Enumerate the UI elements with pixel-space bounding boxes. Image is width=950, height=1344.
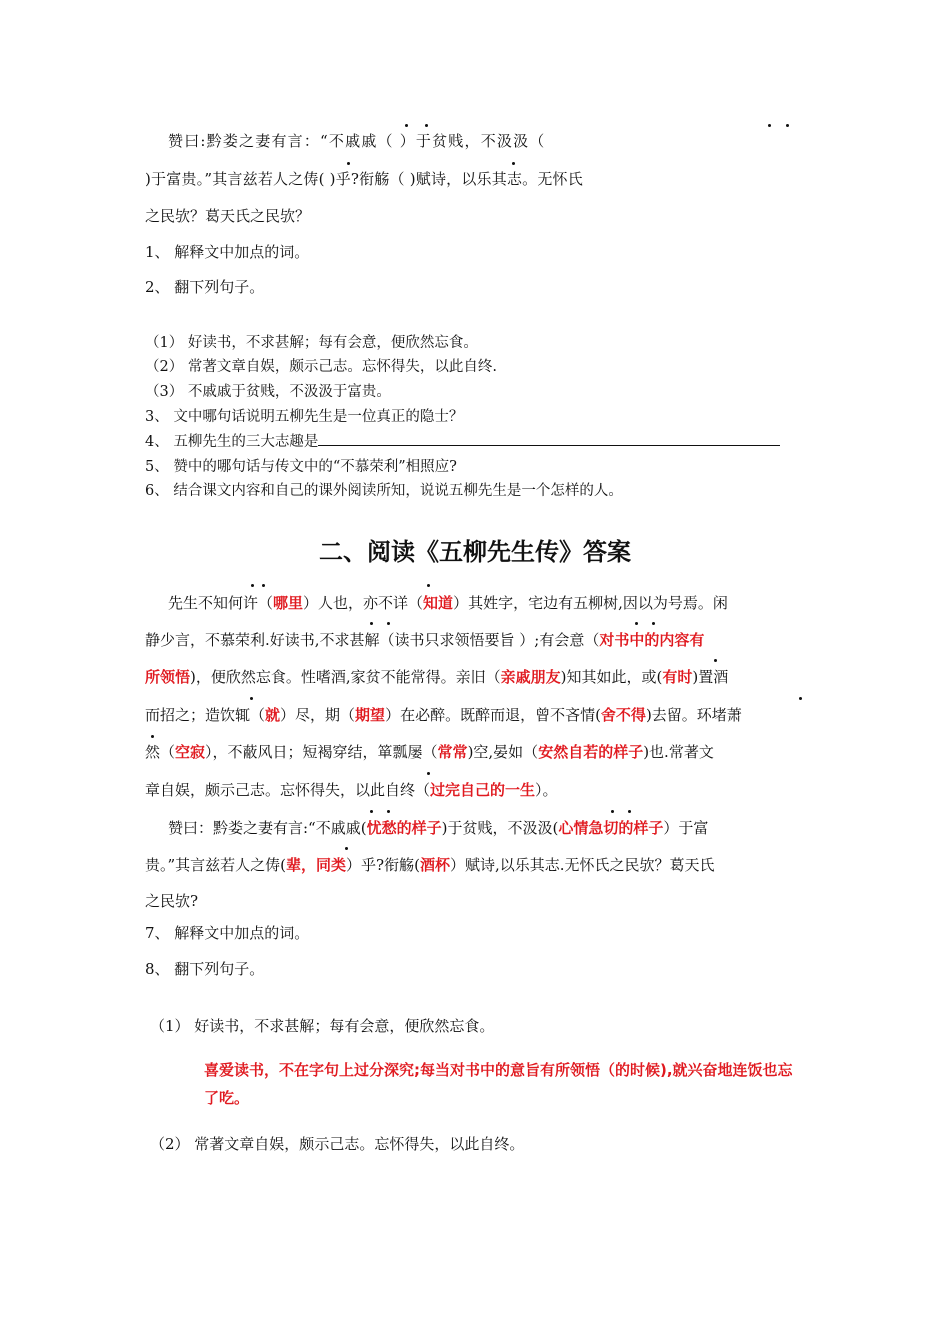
question-4: [145, 430, 780, 451]
emphasis-dot: [786, 124, 789, 127]
question-6: 6、 结合课文内容和自己的课外阅读所知，说说五柳先生是一个怎样的人。: [145, 483, 623, 499]
answer-sentence-1: （1） 好读书，不求甚解；每有会意，便欣然忘食。: [150, 1017, 495, 1035]
emphasis-dot: [427, 772, 430, 775]
emphasis-dot: [251, 584, 254, 587]
passage-line-9: 之民欤?: [145, 892, 199, 910]
emphasis-dot: [262, 584, 265, 587]
passage-line-6: 章自娱，颇示己志。忘怀得失，以此自终（过完自己的一生）。: [145, 781, 558, 799]
passage-line-1: 先生不知何许（哪里）人也，亦不详（知道）其姓字，宅边有五柳树,因以为号焉。闲: [168, 594, 728, 612]
emphasis-dot: [425, 124, 428, 127]
passage-line-8: 贵。”其言兹若人之俦(辈，同类）乎?衔觞(酒杯）赋诗,以乐其志.无怀氏之民欤？葛天氏: [145, 856, 715, 874]
emphasis-dot: [652, 622, 655, 625]
answer-blank-line: [318, 431, 780, 446]
emphasis-dot: [250, 697, 253, 700]
question-2: 2、 翻下列句子。: [145, 278, 265, 296]
question-4-label: 4、 五柳先生的三大志趣是: [145, 434, 319, 450]
sentence-1: （1） 好读书，不求甚解；每有会意，便欣然忘食。: [145, 335, 478, 351]
emphasis-dot: [387, 622, 390, 625]
answer-title: 二、阅读《五柳先生传》答案: [319, 538, 631, 566]
passage-line-2: 静少言，不慕荣利.好读书,不求甚解（读书只求领悟要旨 ）;有会意（对书中的内容有: [145, 631, 705, 649]
emphasis-dot: [427, 584, 430, 587]
question-8: 8、 翻下列句子。: [145, 960, 265, 978]
emphasis-dot: [370, 810, 373, 813]
passage-line-3: 所领悟)，便欣然忘食。性嗜酒,家贫不能常得。亲旧（亲戚朋友)知其如此，或(有时)置酒: [145, 668, 729, 686]
emphasis-dot: [628, 810, 631, 813]
emphasis-dot: [512, 162, 515, 165]
sentence-2: （2） 常著文章自娱，颇示己志。忘怀得失，以此自终.: [145, 359, 497, 375]
emphasis-dot: [405, 124, 408, 127]
question-3: 3、 文中哪句话说明五柳先生是一位真正的隐士？: [145, 409, 464, 425]
emphasis-dot: [151, 735, 154, 738]
answer-sentence-2: （2） 常著文章自娱，颇示己志。忘怀得失，以此自终。: [150, 1135, 525, 1153]
emphasis-dot: [387, 810, 390, 813]
translation-answer-1: 喜爱读书，不在字句上过分深究;每当对书中的意旨有所领悟（的时候),就兴奋地连饭也忘了吃。: [204, 1061, 793, 1107]
emphasis-dot: [799, 697, 802, 700]
question-7: 7、 解释文中加点的词。: [145, 924, 310, 942]
emphasis-dot: [370, 622, 373, 625]
emphasis-dot: [768, 124, 771, 127]
zan-line-1: 赞曰:黔娄之妻有言：“不戚戚（ ）于贫贱，不汲汲（: [168, 132, 546, 150]
emphasis-dot: [347, 162, 350, 165]
sentence-3: （3） 不戚戚于贫贱，不汲汲于富贵。: [145, 384, 391, 400]
zan-line-3: 之民欤？葛天氏之民欤？: [145, 207, 311, 225]
question-5: 5、 赞中的哪句话与传文中的“不慕荣利”相照应?: [145, 459, 457, 475]
emphasis-dot: [345, 847, 348, 850]
emphasis-dot: [635, 622, 638, 625]
passage-line-7: 赞曰：黔娄之妻有言:“不戚戚(忧愁的样子)于贫贱，不汲汲(心情急切的样子）于富: [168, 819, 709, 837]
passage-line-5: 然（空寂），不蔽风日；短褐穿结，箪瓢屡（常常)空,晏如（安然自若的样子)也.常著文: [145, 743, 714, 761]
emphasis-dot: [714, 659, 717, 662]
zan-line-2: )于富贵。”其言兹若人之俦( )乎?衔觞（ )赋诗，以乐其志。无怀氏: [145, 170, 583, 188]
question-1: 1、 解释文中加点的词。: [145, 243, 310, 261]
emphasis-dot: [611, 810, 614, 813]
passage-line-4: 而招之；造饮辄（就）尽，期（期望）在必醉。既醉而退，曾不吝情(舍不得)去留。环堵萧: [145, 706, 742, 724]
